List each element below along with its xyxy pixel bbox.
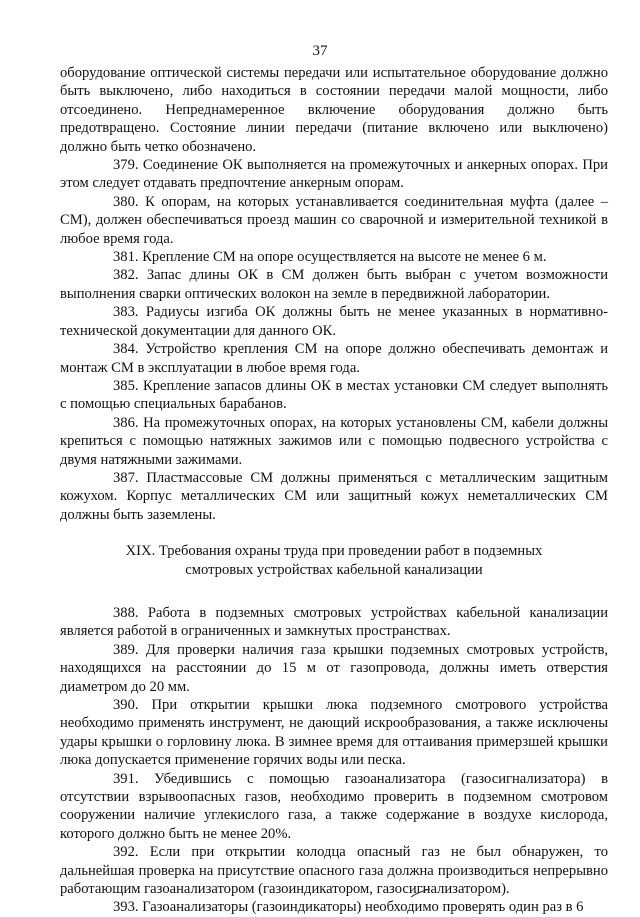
paragraph: 391. Убедившись с помощью газоанализатора (газосигнализатора) в отсутствии взрывоопасных газов, необходимо проверить в подземном смотровом сооружении наличие углекислого газа, а также содержание в воздухе кислорода, которого должно быть не менее 20%. [60, 770, 608, 842]
paragraph-group-bottom [60, 604, 608, 917]
paragraph-group-top [60, 64, 608, 524]
pen-mark [410, 888, 432, 898]
paragraph: 387. Пластмассовые СМ должны применяться с металлическим защитным кожухом. Корпус металлических СМ или защитный кожух неметаллических СМ должны быть заземлены. [60, 469, 608, 523]
section-heading [60, 542, 608, 579]
paragraph: 389. Для проверки наличия газа крышки подземных смотровых устройств, находящихся на расстоянии до 15 м от газопровода, должны иметь отверстия диаметром до 20 мм. [60, 641, 608, 695]
paragraph: 381. Крепление СМ на опоре осуществляется на высоте не менее 6 м. [113, 249, 547, 266]
paragraph: оборудование оптической системы передачи или испытательное оборудование должно быть выключено, либо находиться в состоянии передачи малой мощности, либо отсоединено. Непреднамеренное включение оборудования должно быть предотвращено. Состояние линии передачи (питание включено или выключено) должно быть четко обозначено. [60, 65, 608, 155]
document-body [60, 64, 608, 917]
page-number: 37 [312, 43, 328, 59]
paragraph: 393. Газоанализаторы (газоиндикаторы) необходимо проверять один раз в 6 [113, 899, 584, 916]
paragraph: 386. На промежуточных опорах, на которых установлены СМ, кабели должны крепиться с помощью натяжных зажимов или с помощью подвесного устройства с двумя натяжными зажимами. [60, 414, 608, 468]
paragraph: 392. Если при открытии колодца опасный газ не был обнаружен, то дальнейшая проверка на присутствие опасного газа должна производиться непрерывно работающим газоанализатором (газоиндикатором, газосигнализатором). [60, 844, 608, 898]
paragraph: 390. При открытии крышки люка подземного смотрового устройства необходимо применять инструмент, не дающий искрообразования, а также исключены удары крышки о горловину люка. В зимнее время для оттаивания примерзшей крышки люка допускается применение горячих воды или песка. [60, 697, 608, 769]
paragraph: 388. Работа в подземных смотровых устройствах кабельной канализации является работой в ограниченных и замкнутых пространствах. [60, 604, 608, 640]
paragraph: 385. Крепление запасов длины ОК в местах установки СМ следует выполнять с помощью специальных барабанов. [60, 377, 608, 413]
paragraph: 379. Соединение ОК выполняется на промежуточных и анкерных опорах. При этом следует отдавать предпочтение анкерным опорам. [60, 157, 608, 192]
paragraph: 383. Радиусы изгиба ОК должны быть не менее указанных в нормативно-технической документации для данного ОК. [60, 304, 608, 339]
paragraph: 382. Запас длины ОК в СМ должен быть выбран с учетом возможности выполнения сварки оптических волокон на земле в передвижной лаборатории. [60, 267, 608, 302]
paragraph: 380. К опорам, на которых устанавливается соединительная муфта (далее – СМ), должен обеспечиваться проезд машин со сварочной и измерительной техникой в любое время года. [60, 193, 608, 247]
section-heading-line-2: смотровых устройствах кабельной канализации [185, 561, 483, 578]
paragraph: 384. Устройство крепления СМ на опоре должно обеспечивать демонтаж и монтаж СМ в эксплуатации в любое время года. [60, 341, 608, 376]
section-heading-line-1: XIX. Требования охраны труда при проведении работ в подземных [125, 543, 543, 560]
